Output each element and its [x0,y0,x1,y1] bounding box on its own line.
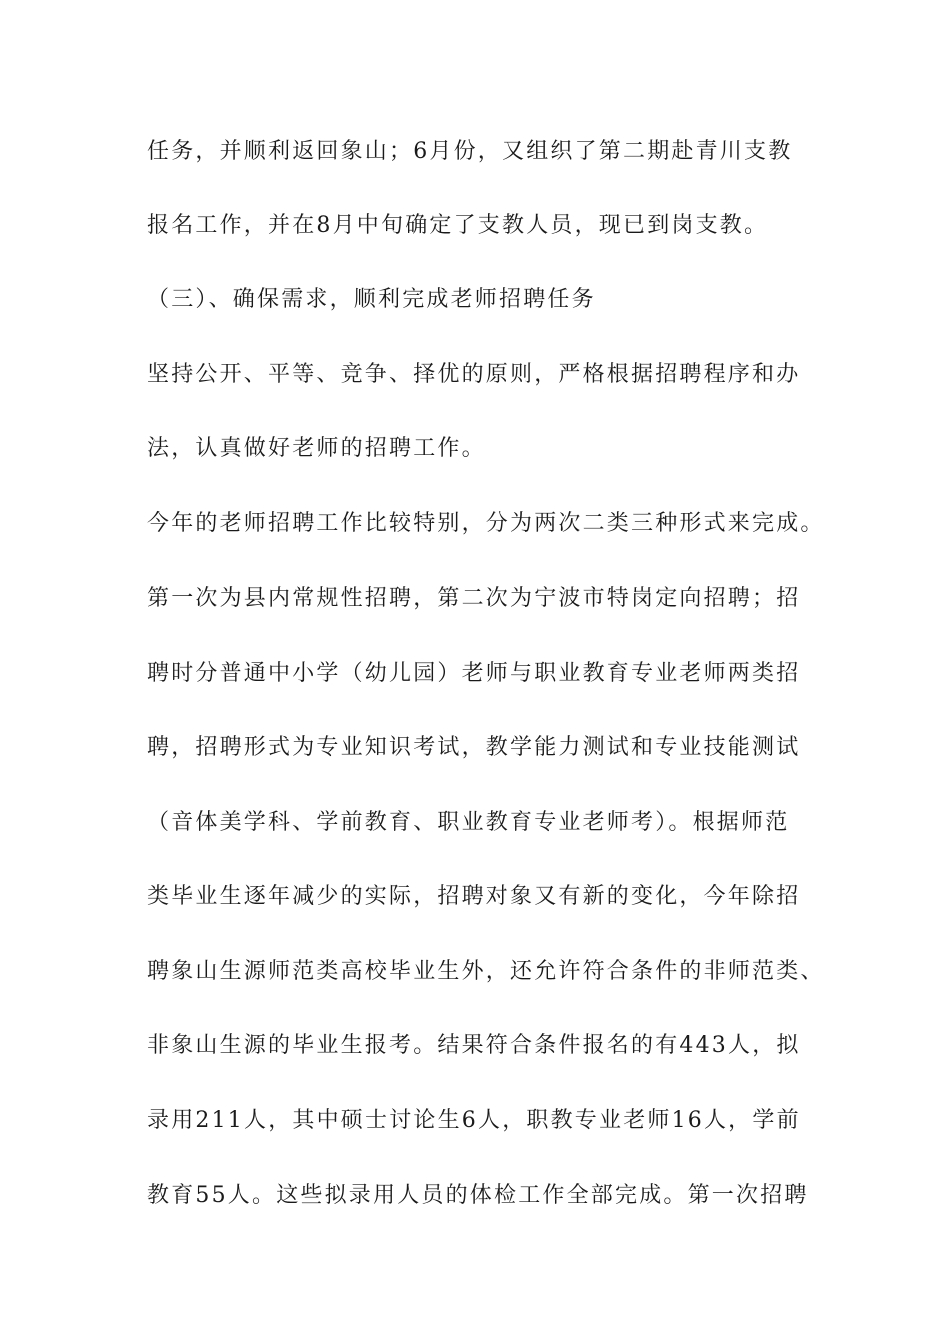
paragraph-line: 聘时分普通中小学（幼儿园）老师与职业教育专业老师两类招 [147,661,801,686]
paragraph-line: 坚持公开、平等、竞争、择优的原则，严格根据招聘程序和办 [147,362,801,387]
paragraph-line: （音体美学科、学前教育、职业教育专业老师考）。根据师范 [147,810,790,835]
paragraph-line: 聘，招聘形式为专业知识考试，教学能力测试和专业技能测试 [147,735,801,760]
paragraph-line: 非象山生源的毕业生报考。结果符合条件报名的有443人，拟 [147,1033,801,1058]
paragraph-line: 录用211人，其中硕士讨论生6人，职教专业老师16人，学前 [147,1108,801,1133]
paragraph-line: 今年的老师招聘工作比较特别，分为两次二类三种形式来完成。 [147,511,825,536]
paragraph-line: 教育55人。这些拟录用人员的体检工作全部完成。第一次招聘 [147,1183,809,1208]
paragraph-line: 类毕业生逐年减少的实际，招聘对象又有新的变化，今年除招 [147,884,801,909]
paragraph-line: 第一次为县内常规性招聘，第二次为宁波市特岗定向招聘；招 [147,586,801,611]
paragraph-line: 任务，并顺利返回象山；6月份，又组织了第二期赴青川支教 [147,139,793,164]
paragraph-line: 聘象山生源师范类高校毕业生外，还允许符合条件的非师范类、 [147,959,825,984]
section-heading: （三）、确保需求，顺利完成老师招聘任务 [147,287,596,312]
paragraph-line: 法，认真做好老师的招聘工作。 [147,436,486,461]
paragraph-line: 报名工作，并在8月中旬确定了支教人员，现已到岗支教。 [147,213,769,238]
